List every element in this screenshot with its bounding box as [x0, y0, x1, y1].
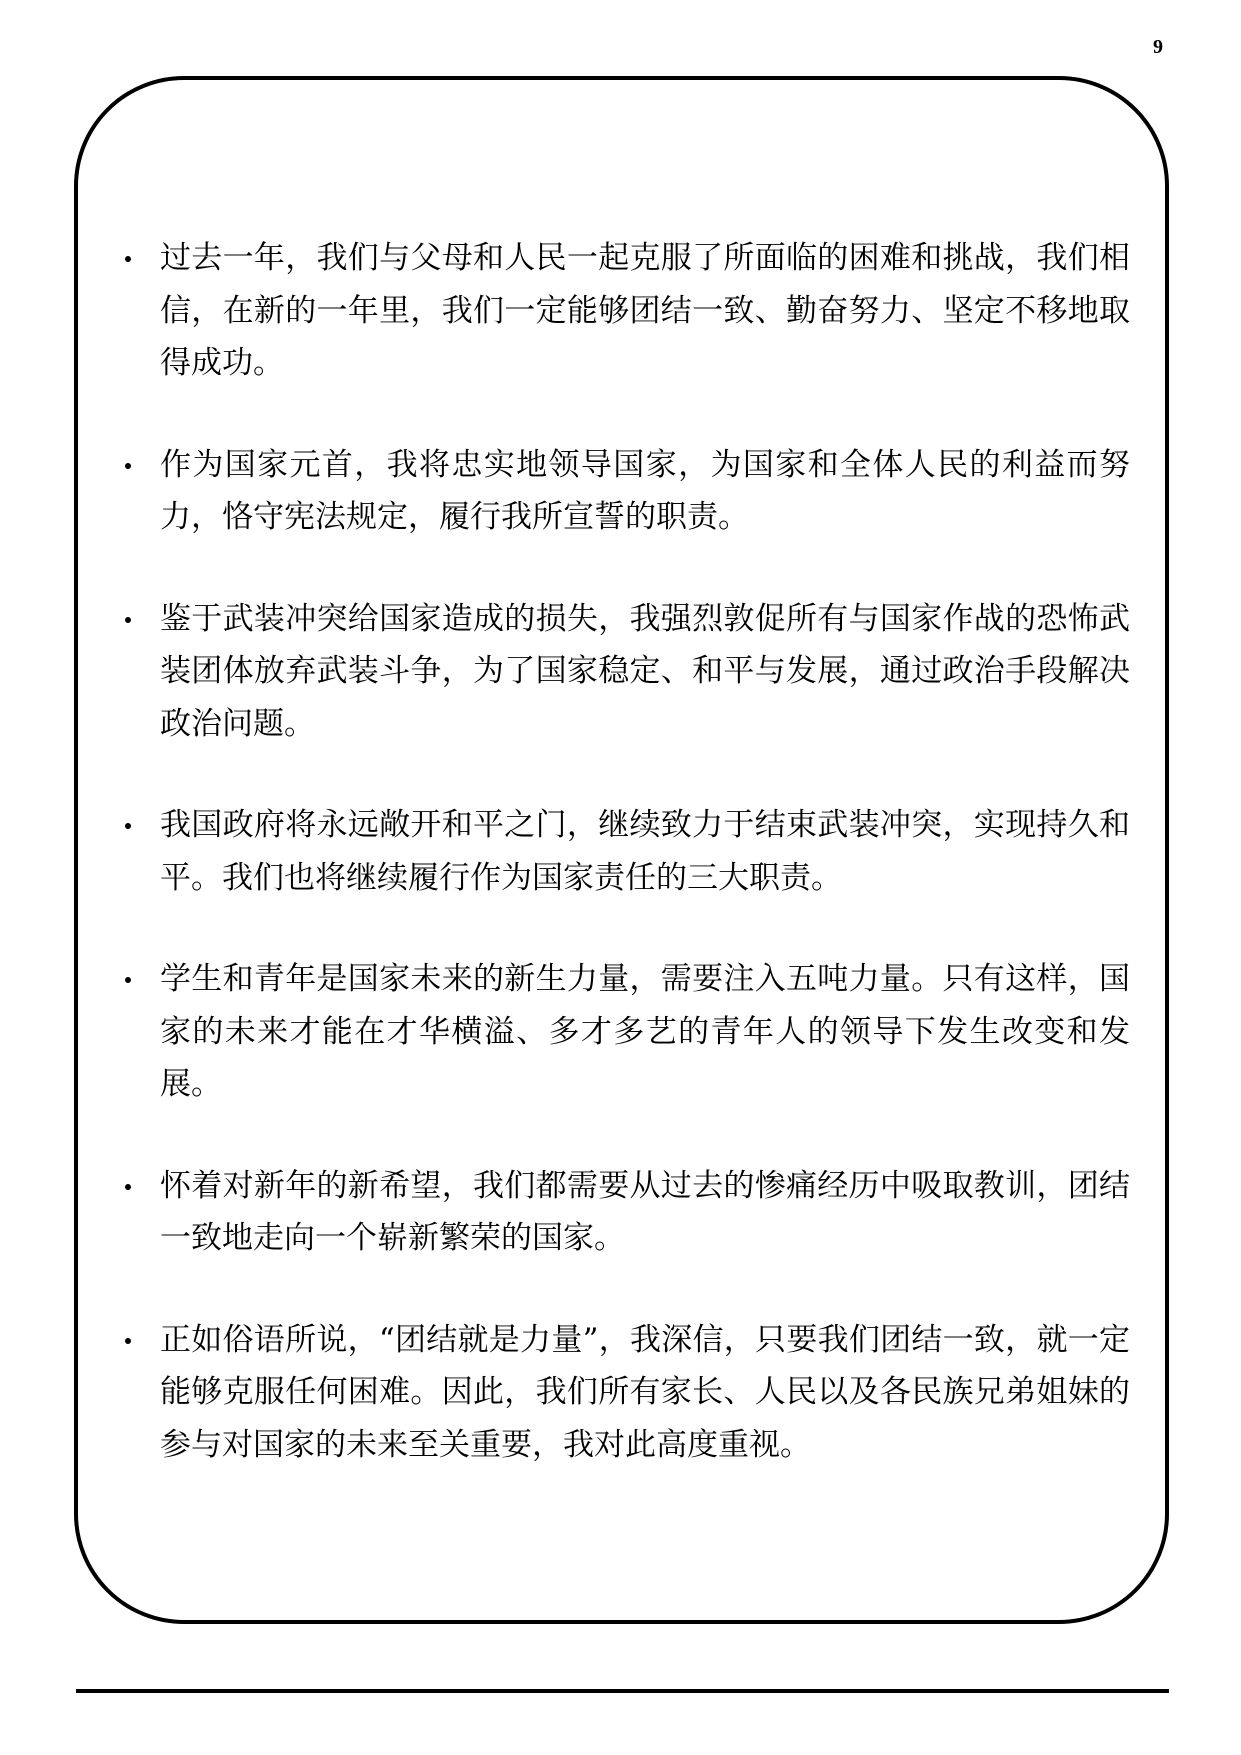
bullet-item	[120, 439, 1130, 544]
bullet-text: 学生和青年是国家未来的新生力量，需要注入五吨力量。只有这样，国家的未来才能在才华横溢、多才多艺的青年人的领导下发生改变和发展。	[160, 961, 1130, 1102]
bullet-dot-icon	[125, 463, 131, 469]
footer-rule	[76, 1689, 1169, 1693]
bullet-dot-icon	[125, 617, 131, 623]
bullet-text: 怀着对新年的新希望，我们都需要从过去的惨痛经历中吸取教训，团结一致地走向一个崭新繁荣的国家。	[160, 1167, 1130, 1256]
bullet-text: 过去一年，我们与父母和人民一起克服了所面临的困难和挑战，我们相信，在新的一年里，我们一定能够团结一致、勤奋努力、坚定不移地取得成功。	[160, 240, 1130, 381]
bullet-list	[120, 232, 1130, 1471]
bullet-text: 我国政府将永远敞开和平之门，继续致力于结束武装冲突，实现持久和平。我们也将继续履行作为国家责任的三大职责。	[160, 807, 1130, 896]
bullet-item	[120, 953, 1130, 1111]
bullet-dot-icon	[125, 977, 131, 983]
bullet-item	[120, 1314, 1130, 1472]
bullet-text: 作为国家元首，我将忠实地领导国家，为国家和全体人民的利益而努力，恪守宪法规定，履行我所宣誓的职责。	[160, 446, 1130, 535]
bullet-dot-icon	[125, 1338, 131, 1344]
bullet-text: 鉴于武装冲突给国家造成的损失，我强烈敦促所有与国家作战的恐怖武装团体放弃武装斗争，为了国家稳定、和平与发展，通过政治手段解决政治问题。	[160, 600, 1130, 742]
bullet-dot-icon	[125, 256, 131, 262]
bullet-item	[120, 232, 1130, 390]
bullet-dot-icon	[125, 1184, 131, 1190]
bullet-text: 正如俗语所说，“团结就是力量”，我深信，只要我们团结一致，就一定能够克服任何困难。因此，我们所有家长、人民以及各民族兄弟姐妹的参与对国家的未来至关重要，我对此高度重视。	[160, 1321, 1130, 1463]
bullet-item	[120, 593, 1130, 751]
page-number: 9	[1153, 36, 1163, 58]
bullet-dot-icon	[125, 823, 131, 829]
bullet-item	[120, 1160, 1130, 1265]
bullet-item	[120, 799, 1130, 904]
